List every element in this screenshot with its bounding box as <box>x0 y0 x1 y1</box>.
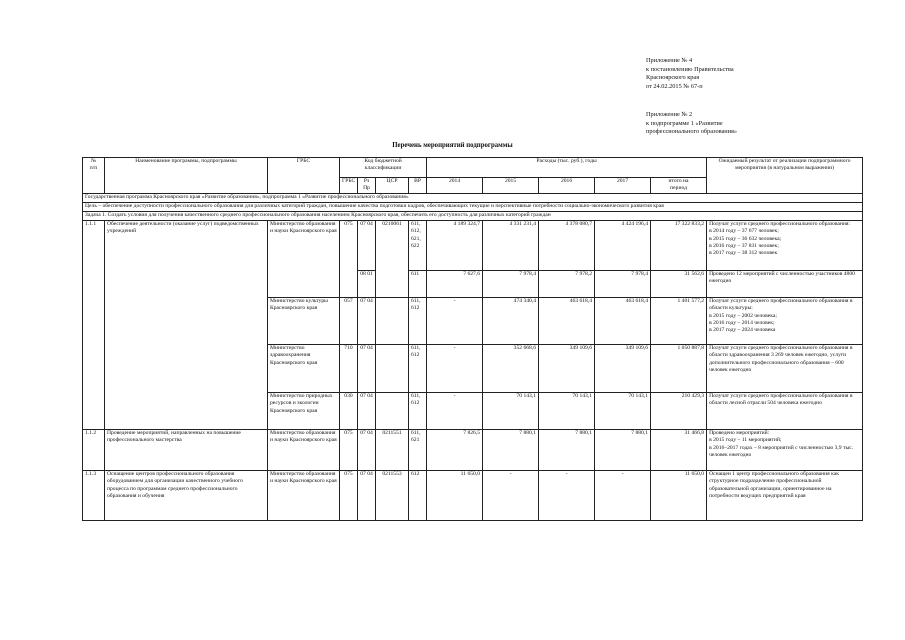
table-row <box>83 470 863 520</box>
row-grbs: 075 <box>340 429 358 470</box>
row-total: 31 562,6 <box>651 270 707 297</box>
row-total: 1 050 887,8 <box>651 344 707 392</box>
subheader-2017: 2017 <box>595 178 651 194</box>
row-total: 31 466,8 <box>651 429 707 470</box>
table-row <box>83 220 863 270</box>
appendix-4-line: от 24.02.2015 № 67-п <box>646 82 703 90</box>
row-csr: 0211551 <box>376 429 409 470</box>
row-csr <box>376 297 409 344</box>
row-2015: 4 331 231,4 <box>483 220 539 270</box>
row-2017: 349 109,6 <box>595 344 651 392</box>
appendix-4-block <box>646 57 734 91</box>
header-code: Код бюджетной классификации <box>340 158 427 178</box>
header-num: № п/п <box>83 158 105 194</box>
appendix-2-line: Приложение № 2 <box>646 111 693 118</box>
activities-table <box>82 157 863 521</box>
row-rzpr: 07 04 <box>358 344 376 392</box>
row-grbs-name: Министерство здравоохранения Красноярского края <box>268 344 340 392</box>
row-grbs: 075 <box>340 470 358 520</box>
row-vr: 611 <box>409 270 427 297</box>
header-row <box>83 158 863 178</box>
row-num: 1.1.2 <box>83 429 105 470</box>
appendix-4-line: к постановлению Правительства <box>646 65 734 73</box>
row-2017: - <box>595 470 651 520</box>
row-result: Получат услуги среднего профессионального образования в области лесной отрасли 504 человека ежегодно <box>707 392 863 429</box>
row-vr: 612 <box>409 470 427 520</box>
row-2014: 7 826,5 <box>427 429 483 470</box>
row-grbs-name: Министерство культуры Красноярского края <box>268 297 340 344</box>
row-csr: 0211553 <box>376 470 409 520</box>
subheader-rzpr: Рз Пр <box>358 178 376 194</box>
row-2015: 7 880,1 <box>483 429 539 470</box>
row-grbs-name: Министерство образования и науки Красноярского края <box>268 470 340 520</box>
row-csr: 0210061 <box>376 220 409 297</box>
row-vr: 611, 612 <box>409 344 427 392</box>
row-result: Оснащен 1 центр профессионального образования как структурное подразделение профессиональной образовательной организации, ориентированное на потребности ведущих предприятий края <box>707 470 863 520</box>
subheader-csr: ЦСР <box>376 178 409 194</box>
row-grbs: 030 <box>340 392 358 429</box>
row-rzpr: 08 01 <box>358 270 376 297</box>
task-row <box>83 211 863 220</box>
row-grbs: 710 <box>340 344 358 392</box>
row-total: 11 650,0 <box>651 470 707 520</box>
row-2015: - <box>483 470 539 520</box>
goal-line: Цель – обеспечение доступности профессионального образования для различных категорий граждан, повышение качества подготовки кадров, обеспечивающих текущие и перспективные потребности социально-экономического развития края <box>83 202 863 211</box>
row-rzpr: 07 04 <box>358 220 376 270</box>
row-2015: 7 978,4 <box>483 270 539 297</box>
row-2017: 463 618,4 <box>595 297 651 344</box>
appendix-2-line: к подпрограмме 1 «Развитие <box>646 119 723 127</box>
row-2014: - <box>427 344 483 392</box>
row-result: Проведено 12 мероприятий с численностью участников 4800 ежегодно <box>707 270 863 297</box>
row-2015: 352 668,6 <box>483 344 539 392</box>
document-title: Перечень мероприятий подпрограммы <box>392 142 513 149</box>
row-total: 1 401 577,2 <box>651 297 707 344</box>
row-2017: 70 143,1 <box>595 392 651 429</box>
subheader-2014: 2014 <box>427 178 483 194</box>
row-name: Оснащение центров профессионального образования оборудованием для организации качественного учебного процесса по программам среднего профессионального образования и обучения <box>105 470 268 520</box>
row-rzpr: 07 04 <box>358 392 376 429</box>
row-2017: 4 424 196,4 <box>595 220 651 270</box>
row-2016: 349 109,6 <box>539 344 595 392</box>
row-grbs-name: Министерство образования и науки Красноярского края <box>268 429 340 470</box>
subheader-2016: 2016 <box>539 178 595 194</box>
row-2014: - <box>427 297 483 344</box>
row-2016: - <box>539 470 595 520</box>
task-line: Задача 1. Создать условия для получения качественного среднего профессионального образования населением Красноярского края, обеспечить его доступность для различных категорий граждан <box>83 211 863 220</box>
row-2015: 70 143,1 <box>483 392 539 429</box>
row-num: 1.1.1 <box>83 220 105 429</box>
row-2014: - <box>427 392 483 429</box>
appendix-2-block <box>646 111 737 137</box>
row-grbs-name: Министерство природных ресурсов и экологии Красноярского края <box>268 392 340 429</box>
row-grbs-name: Министерство образования и науки Красноярского края <box>268 220 340 297</box>
goal-row <box>83 202 863 211</box>
row-2014: 4 189 324,7 <box>427 220 483 270</box>
header-name: Наименование программы, подпрограммы <box>105 158 268 194</box>
appendix-4-line: Приложение № 4 <box>646 57 693 64</box>
row-2016: 463 618,4 <box>539 297 595 344</box>
row-name: Обеспечение деятельности (оказание услуг) подведомственных учреждений <box>105 220 268 429</box>
row-2016: 7 880,1 <box>539 429 595 470</box>
row-result: Получат услуги среднего профессионального образования: в 2014 году – 37 677 человек; в 2015 году – 36 632 человека; в 2016 году – 37 831 человек; в 2017 году – 38 312 человек <box>707 220 863 270</box>
row-2016: 70 143,1 <box>539 392 595 429</box>
row-vr: 611, 612 <box>409 297 427 344</box>
row-total: 210 429,3 <box>651 392 707 429</box>
row-2015: 474 340,4 <box>483 297 539 344</box>
row-rzpr: 07 04 <box>358 470 376 520</box>
row-2014: 11 650,0 <box>427 470 483 520</box>
appendix-2-line: профессионального образования» <box>646 128 738 136</box>
header-grbs: ГРБС <box>268 158 340 194</box>
row-rzpr: 07 04 <box>358 297 376 344</box>
appendix-4-line: Красноярского края <box>646 74 700 82</box>
row-vr: 611, 621 <box>409 429 427 470</box>
header-expenses: Расходы (тыс. руб.), годы <box>427 158 707 178</box>
subheader-vr: ВР <box>409 178 427 194</box>
subheader-total: итого на период <box>651 178 707 194</box>
row-name: Проведение мероприятий, направленных на повышение профессионального мастерства <box>105 429 268 470</box>
row-2017: 7 880,1 <box>595 429 651 470</box>
row-2016: 7 978,2 <box>539 270 595 297</box>
row-grbs: 057 <box>340 297 358 344</box>
subheader-2015: 2015 <box>483 178 539 194</box>
program-row <box>83 193 863 202</box>
row-rzpr: 07 04 <box>358 429 376 470</box>
row-num: 1.1.3 <box>83 470 105 520</box>
row-2016: 4 378 080,7 <box>539 220 595 270</box>
row-result: Получат услуги среднего профессионального образования в области культуры: в 2015 году – 2002 человека; в 2016 году – 2014 человек; в 2017 году – 2024 человека <box>707 297 863 344</box>
program-line: Государственная программа Красноярского края «Развитие образования», подпрограмма 1 «Развитие профессионального образования» <box>83 193 863 202</box>
row-vr: 611, 612 <box>409 392 427 429</box>
subheader-grbs: ГРБС <box>340 178 358 194</box>
row-total: 17 322 833,2 <box>651 220 707 270</box>
row-vr: 611, 612, 621, 622 <box>409 220 427 270</box>
table-row <box>83 429 863 470</box>
row-result: Получат услуги среднего профессионального образования в области здравоохранения 3 269 человек ежегодно, услуги дополнительного профессионального образования – 600 человек ежегодно <box>707 344 863 392</box>
header-result: Ожидаемый результат от реализации подпрограммного мероприятия (в натуральном выражении) <box>707 158 863 194</box>
row-grbs: 075 <box>340 220 358 297</box>
row-csr <box>376 392 409 429</box>
row-csr <box>376 344 409 392</box>
row-result: Проведено мероприятий: в 2015 году – 11 мероприятий; в 2016–2017 годах – 8 мероприятий с численностью 3,9 тыс. человек ежегодно <box>707 429 863 470</box>
row-2014: 7 627,6 <box>427 270 483 297</box>
row-2017: 7 978,4 <box>595 270 651 297</box>
